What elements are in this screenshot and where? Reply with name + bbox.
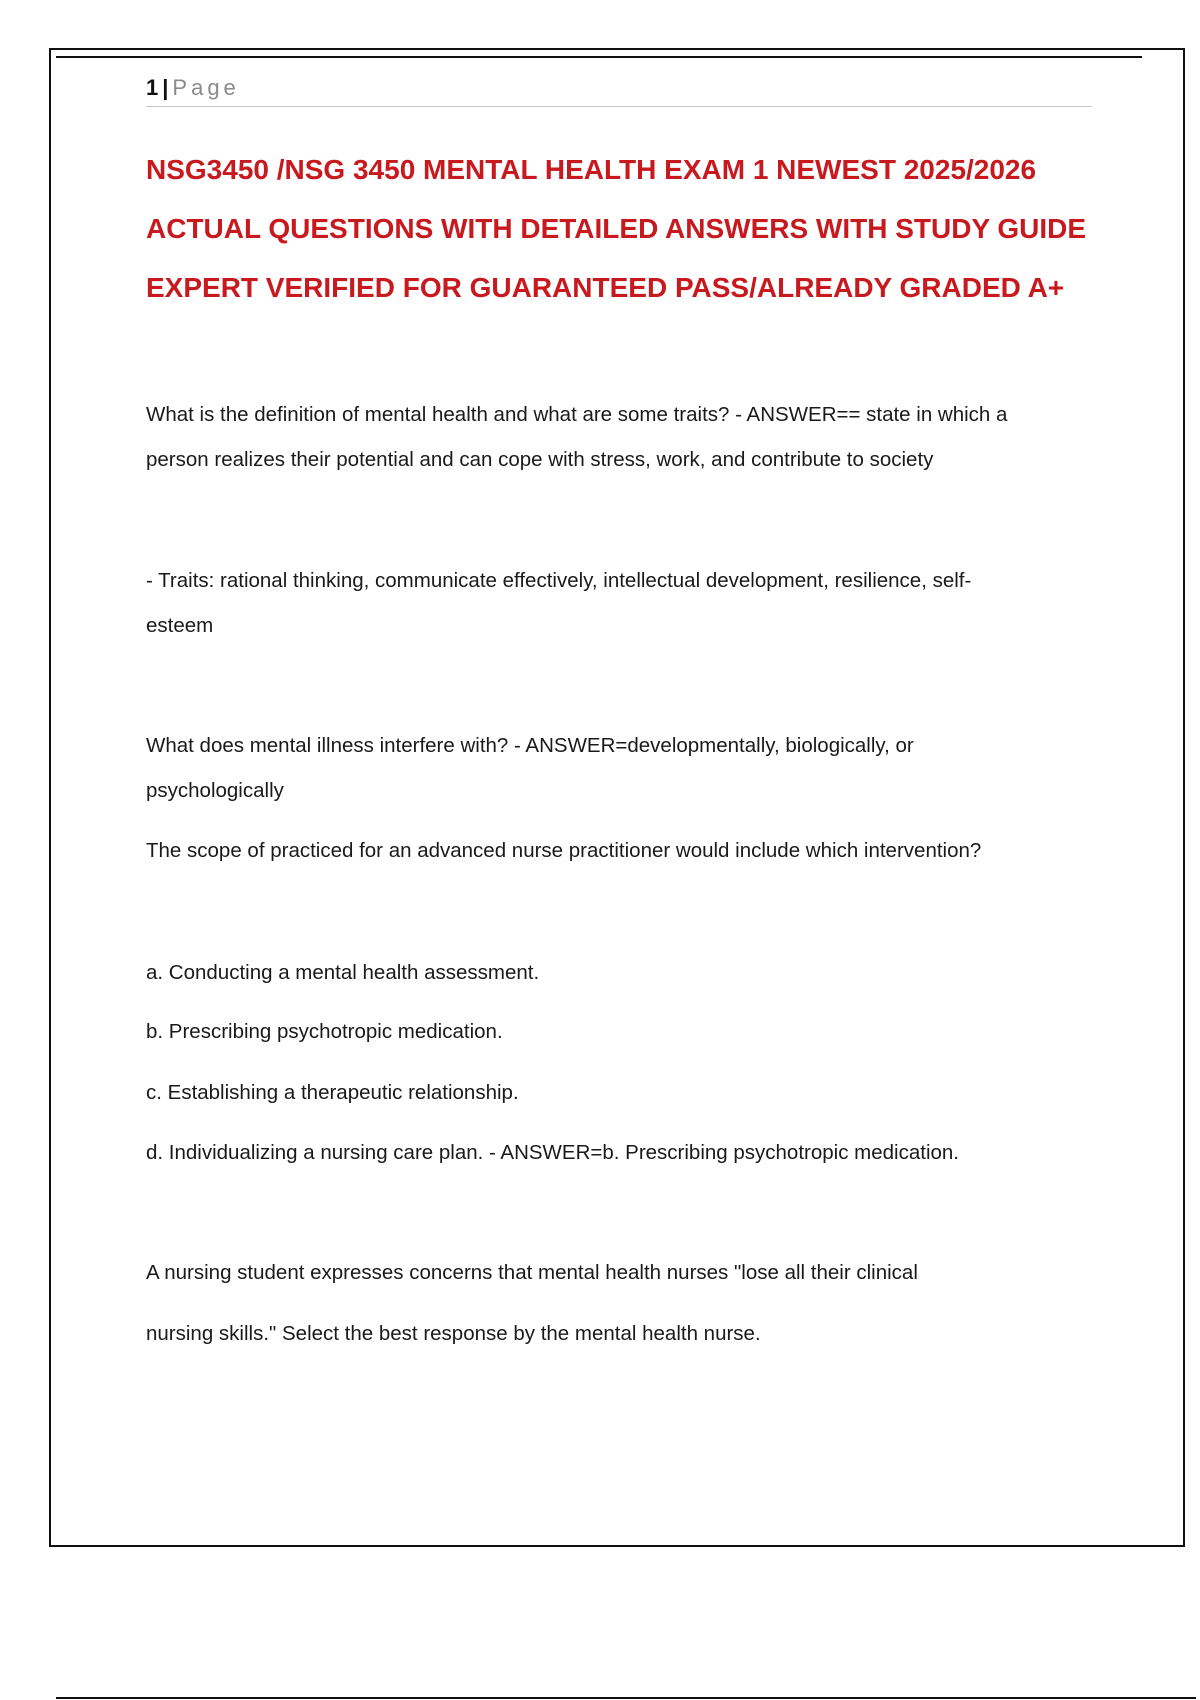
text-line: esteem (146, 614, 214, 637)
text-line: The scope of practiced for an advanced nurse practitioner would include which intervention? (146, 839, 982, 862)
page-separator: | (162, 75, 169, 100)
page-label: Page (172, 75, 240, 100)
answer-traits (146, 558, 1106, 648)
answer-options-list (146, 943, 1106, 1183)
answer-option: c. Establishing a therapeutic relationship. (146, 1081, 519, 1104)
text-line: - Traits: rational thinking, communicate effectively, intellectual development, resilience, self- (146, 569, 972, 592)
page-number: 1 (146, 75, 159, 100)
text-line: What does mental illness interfere with? - ANSWER=developmentally, biologically, or (146, 734, 914, 757)
question-mental-health-definition (146, 392, 1106, 482)
title-line: NSG3450 /NSG 3450 MENTAL HEALTH EXAM 1 NEWEST 2025/2026 (146, 154, 1037, 185)
text-line: A nursing student expresses concerns that mental health nurses "lose all their clinical (146, 1261, 918, 1284)
page-header (146, 74, 1092, 107)
answer-option: b. Prescribing psychotropic medication. (146, 1020, 503, 1043)
text-line: person realizes their potential and can cope with stress, work, and contribute to society (146, 448, 934, 471)
next-page-rule (56, 1697, 1196, 1699)
question-mental-illness (146, 723, 1106, 813)
answer-option: d. Individualizing a nursing care plan. - ANSWER=b. Prescribing psychotropic medication. (146, 1141, 959, 1164)
document-title (146, 140, 1086, 317)
answer-option: a. Conducting a mental health assessment. (146, 961, 540, 984)
question-clinical-skills (146, 1242, 1106, 1364)
text-line: nursing skills." Select the best response by the mental health nurse. (146, 1322, 761, 1345)
title-line: ACTUAL QUESTIONS WITH DETAILED ANSWERS WITH STUDY GUIDE (146, 213, 1087, 244)
top-rule (56, 56, 1142, 58)
question-scope-of-practice (146, 828, 1106, 873)
text-line: psychologically (146, 779, 284, 802)
text-line: What is the definition of mental health and what are some traits? - ANSWER== state in which a (146, 403, 1008, 426)
title-line: EXPERT VERIFIED FOR GUARANTEED PASS/ALREADY GRADED A+ (146, 272, 1065, 303)
